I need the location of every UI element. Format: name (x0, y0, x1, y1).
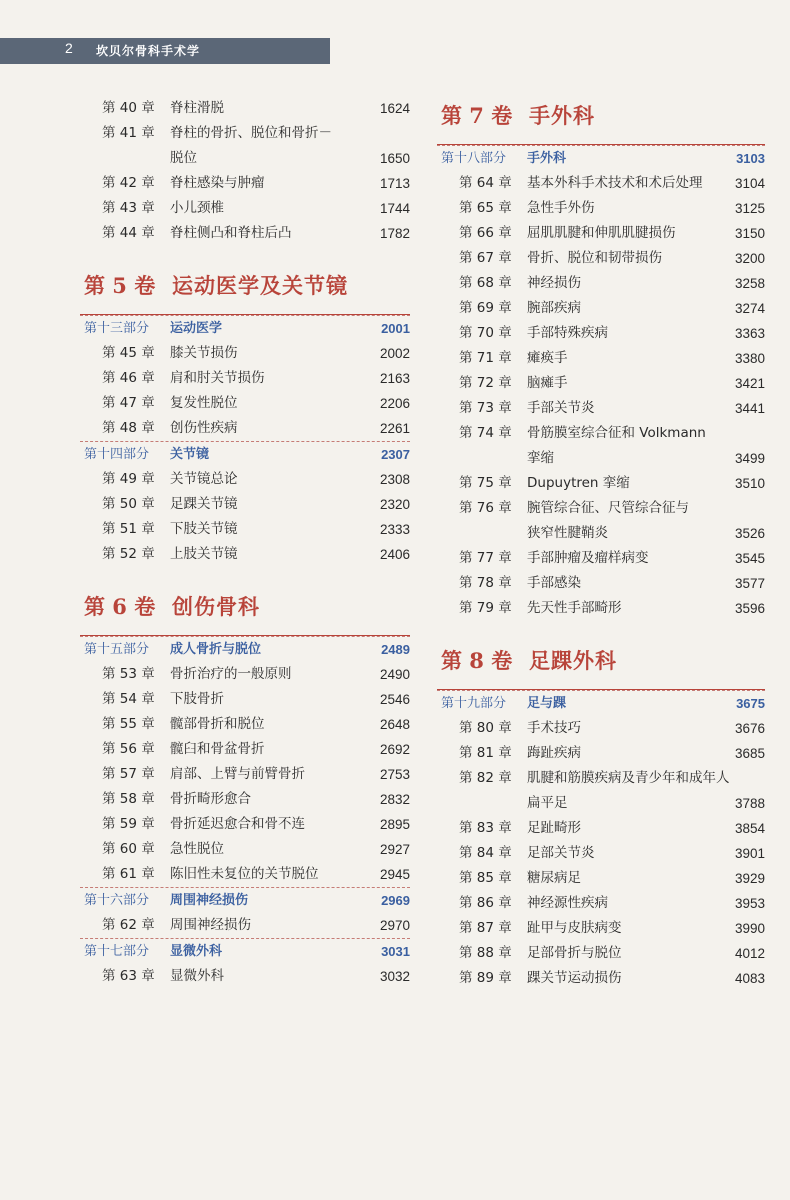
chapter-title-continued: 脱位 (170, 150, 197, 166)
toc-chapter-row[interactable] (80, 96, 410, 121)
chapter-number: 第 45 章 (102, 345, 155, 361)
chapter-page: 2753 (379, 767, 410, 782)
chapter-page: 3441 (734, 401, 765, 416)
toc-chapter-row[interactable] (80, 712, 410, 737)
chapter-page: 3545 (734, 551, 765, 566)
chapter-title: 骨折延迟愈合和骨不连 (170, 816, 305, 832)
chapter-number: 第 50 章 (102, 496, 155, 512)
toc-chapter-row[interactable] (80, 662, 410, 687)
part-title: 周围神经损伤 (170, 893, 249, 908)
toc-chapter-row[interactable] (80, 171, 410, 196)
part-heading-17[interactable] (80, 938, 410, 964)
part-number: 第十九部分 (441, 696, 507, 711)
chapter-page: 1650 (379, 151, 410, 166)
chapter-title: Dupuytren 挛缩 (527, 475, 630, 491)
chapter-number: 第 53 章 (102, 666, 155, 682)
chapter-number: 第 66 章 (459, 225, 512, 241)
part-title: 足与踝 (527, 696, 567, 711)
volume-number: 第 6 卷 (84, 594, 156, 619)
chapter-page: 3901 (734, 846, 765, 861)
chapter-number: 第 85 章 (459, 870, 512, 886)
chapter-title: 骨折、脱位和韧带损伤 (527, 250, 662, 266)
chapter-page: 2895 (379, 817, 410, 832)
chapter-number: 第 55 章 (102, 716, 155, 732)
part-page: 2307 (381, 447, 410, 462)
chapter-number: 第 87 章 (459, 920, 512, 936)
chapter-number: 第 41 章 (102, 125, 155, 141)
chapter-page: 3510 (734, 476, 765, 491)
volume-number: 第 5 卷 (84, 273, 156, 298)
chapter-title: 腕管综合征、尺管综合征与 (527, 500, 689, 516)
toc-chapter-row[interactable] (437, 396, 765, 421)
toc-chapter-row[interactable] (437, 716, 765, 741)
chapter-title: 急性脱位 (170, 841, 224, 857)
chapter-page: 4083 (734, 971, 765, 986)
chapter-page: 3953 (734, 896, 765, 911)
toc-left-column (80, 96, 410, 989)
chapter-number: 第 79 章 (459, 600, 512, 616)
chapter-number: 第 51 章 (102, 521, 155, 537)
toc-chapter-row[interactable] (80, 762, 410, 787)
chapter-number: 第 73 章 (459, 400, 512, 416)
chapter-page: 2320 (379, 497, 410, 512)
chapter-page: 3676 (734, 721, 765, 736)
chapter-title-continued: 扁平足 (527, 795, 568, 811)
toc-chapter-row[interactable] (437, 171, 765, 196)
chapter-page: 2163 (379, 371, 410, 386)
toc-chapter-row[interactable] (80, 913, 410, 938)
chapter-page: 1782 (379, 226, 410, 241)
chapter-title-continued: 挛缩 (527, 450, 554, 466)
chapter-number: 第 52 章 (102, 546, 155, 562)
chapter-title: 手部感染 (527, 575, 581, 591)
chapter-title: 髋臼和骨盆骨折 (170, 741, 265, 757)
chapter-page: 3788 (734, 796, 765, 811)
volume-heading-5 (80, 256, 410, 315)
chapter-page: 4012 (734, 946, 765, 961)
volume-title: 创伤骨科 (172, 594, 260, 619)
chapter-number: 第 89 章 (459, 970, 512, 986)
toc-chapter-row[interactable] (80, 517, 410, 542)
part-number: 第十七部分 (84, 944, 150, 959)
chapter-page: 3499 (734, 451, 765, 466)
chapter-page: 2970 (379, 918, 410, 933)
chapter-number: 第 57 章 (102, 766, 155, 782)
chapter-page: 2648 (379, 717, 410, 732)
chapter-title: 周围神经损伤 (170, 917, 251, 933)
toc-chapter-row[interactable] (80, 196, 410, 221)
chapter-page: 3125 (734, 201, 765, 216)
chapter-number: 第 78 章 (459, 575, 512, 591)
chapter-number: 第 64 章 (459, 175, 512, 191)
chapter-number: 第 86 章 (459, 895, 512, 911)
volume-title: 手外科 (529, 103, 595, 128)
part-number: 第十八部分 (441, 151, 507, 166)
chapter-page: 3526 (734, 526, 765, 541)
toc-chapter-row[interactable] (80, 862, 410, 887)
chapter-number: 第 65 章 (459, 200, 512, 216)
part-number: 第十五部分 (84, 642, 150, 657)
toc-chapter-row[interactable] (437, 296, 765, 321)
chapter-title: 糖尿病足 (527, 870, 581, 886)
chapter-title: 髋部骨折和脱位 (170, 716, 265, 732)
toc-chapter-row[interactable] (437, 221, 765, 246)
chapter-number: 第 71 章 (459, 350, 512, 366)
toc-chapter-row[interactable] (437, 471, 765, 496)
chapter-number: 第 46 章 (102, 370, 155, 386)
chapter-title: 肩部、上臂与前臂骨折 (170, 766, 305, 782)
toc-chapter-row[interactable] (80, 812, 410, 837)
chapter-page: 2832 (379, 792, 410, 807)
chapter-page: 2945 (379, 867, 410, 882)
chapter-title: 基本外科手术技术和术后处理 (527, 175, 703, 191)
chapter-list (437, 171, 765, 621)
chapter-title: 脊柱的骨折、脱位和骨折－ (170, 125, 332, 141)
chapter-page: 3150 (734, 226, 765, 241)
chapter-title: 足踝关节镜 (170, 496, 238, 512)
chapter-list (80, 913, 410, 938)
chapter-number: 第 68 章 (459, 275, 512, 291)
chapter-page: 3854 (734, 821, 765, 836)
chapter-number: 第 60 章 (102, 841, 155, 857)
chapter-title: 肌腱和筋膜疾病及青少年和成年人 (527, 770, 730, 786)
toc-chapter-row[interactable] (437, 766, 765, 816)
part-title: 显微外科 (170, 944, 223, 959)
part-number: 第十四部分 (84, 447, 150, 462)
toc-chapter-row[interactable] (80, 366, 410, 391)
chapter-title: 腕部疾病 (527, 300, 581, 316)
toc-chapter-row[interactable] (437, 741, 765, 766)
chapter-page: 3421 (734, 376, 765, 391)
volume-heading-8 (437, 631, 765, 690)
chapter-number: 第 47 章 (102, 395, 155, 411)
toc-chapter-row[interactable] (437, 421, 765, 471)
chapter-title: 肩和肘关节损伤 (170, 370, 265, 386)
chapter-title: 脊柱感染与肿瘤 (170, 175, 265, 191)
chapter-number: 第 40 章 (102, 100, 155, 116)
toc-chapter-row[interactable] (80, 542, 410, 567)
chapter-title: 先天性手部畸形 (527, 600, 622, 616)
chapter-title: 手部关节炎 (527, 400, 595, 416)
chapter-page: 3032 (379, 969, 410, 984)
toc-chapter-row[interactable] (80, 492, 410, 517)
part-page: 3031 (381, 944, 410, 959)
chapter-page: 2927 (379, 842, 410, 857)
chapter-title: 踇趾疾病 (527, 745, 581, 761)
chapter-title: 脑瘫手 (527, 375, 568, 391)
chapter-page: 2490 (379, 667, 410, 682)
toc-chapter-row[interactable] (437, 321, 765, 346)
volume-number: 第 8 卷 (441, 648, 513, 673)
volume-number: 第 7 卷 (441, 103, 513, 128)
part-page: 2001 (381, 321, 410, 336)
part-page: 3103 (736, 151, 765, 166)
chapter-title: 膝关节损伤 (170, 345, 238, 361)
toc-chapter-row[interactable] (80, 391, 410, 416)
toc-chapter-row[interactable] (437, 496, 765, 546)
chapter-title: 脊柱滑脱 (170, 100, 224, 116)
chapter-number: 第 74 章 (459, 425, 512, 441)
part-page: 2489 (381, 642, 410, 657)
chapter-number: 第 83 章 (459, 820, 512, 836)
part-page: 2969 (381, 893, 410, 908)
chapter-number: 第 58 章 (102, 791, 155, 807)
part-heading-14[interactable] (80, 441, 410, 467)
chapter-number: 第 84 章 (459, 845, 512, 861)
chapter-list (80, 964, 410, 989)
volume-title: 足踝外科 (529, 648, 617, 673)
chapter-page: 3929 (734, 871, 765, 886)
chapter-page: 2002 (379, 346, 410, 361)
toc-chapter-row[interactable] (80, 964, 410, 989)
chapter-number: 第 80 章 (459, 720, 512, 736)
toc-chapter-row[interactable] (80, 341, 410, 366)
part-number: 第十三部分 (84, 321, 150, 336)
toc-chapter-row[interactable] (437, 346, 765, 371)
toc-chapter-row[interactable] (80, 221, 410, 246)
volume-title: 运动医学及关节镜 (172, 273, 348, 298)
part-page: 3675 (736, 696, 765, 711)
chapter-title: 显微外科 (170, 968, 224, 984)
toc-chapter-row[interactable] (80, 467, 410, 492)
chapter-number: 第 56 章 (102, 741, 155, 757)
chapter-title: 足部骨折与脱位 (527, 945, 622, 961)
chapter-page: 3380 (734, 351, 765, 366)
toc-chapter-row[interactable] (437, 371, 765, 396)
chapter-title: 陈旧性未复位的关节脱位 (170, 866, 319, 882)
chapter-page: 1744 (379, 201, 410, 216)
chapter-page: 2333 (379, 522, 410, 537)
chapter-list (80, 96, 410, 246)
chapter-title: 下肢关节镜 (170, 521, 238, 537)
part-title: 运动医学 (170, 321, 223, 336)
chapter-title: 瘫痪手 (527, 350, 568, 366)
chapter-title: 趾甲与皮肤病变 (527, 920, 622, 936)
chapter-number: 第 54 章 (102, 691, 155, 707)
chapter-title: 足趾畸形 (527, 820, 581, 836)
toc-chapter-row[interactable] (437, 816, 765, 841)
toc-chapter-row[interactable] (437, 916, 765, 941)
toc-right-column (437, 86, 765, 991)
chapter-title: 神经源性疾病 (527, 895, 608, 911)
chapter-title: 屈肌肌腱和伸肌肌腱损伤 (527, 225, 676, 241)
chapter-page: 3104 (734, 176, 765, 191)
chapter-page: 2692 (379, 742, 410, 757)
chapter-page: 2546 (379, 692, 410, 707)
part-heading-13[interactable] (80, 315, 410, 341)
chapter-number: 第 49 章 (102, 471, 155, 487)
chapter-number: 第 44 章 (102, 225, 155, 241)
toc-chapter-row[interactable] (437, 271, 765, 296)
chapter-number: 第 76 章 (459, 500, 512, 516)
chapter-page: 2308 (379, 472, 410, 487)
chapter-title: 小儿颈椎 (170, 200, 224, 216)
toc-chapter-row[interactable] (437, 891, 765, 916)
toc-chapter-row[interactable] (80, 121, 410, 171)
chapter-page: 3258 (734, 276, 765, 291)
toc-chapter-row[interactable] (437, 866, 765, 891)
volume-heading-7 (437, 86, 765, 145)
chapter-number: 第 69 章 (459, 300, 512, 316)
chapter-page: 1624 (379, 101, 410, 116)
chapter-page: 3596 (734, 601, 765, 616)
chapter-list (80, 467, 410, 567)
chapter-title: 踝关节运动损伤 (527, 970, 622, 986)
toc-chapter-row[interactable] (80, 837, 410, 862)
chapter-title: 骨筋膜室综合征和 Volkmann (527, 425, 706, 441)
toc-chapter-row[interactable] (437, 246, 765, 271)
part-heading-19[interactable] (437, 690, 765, 716)
chapter-list (437, 716, 765, 991)
chapter-title: 创伤性疾病 (170, 420, 238, 436)
chapter-title: 手术技巧 (527, 720, 581, 736)
chapter-number: 第 70 章 (459, 325, 512, 341)
chapter-title: 急性手外伤 (527, 200, 595, 216)
chapter-title: 上肢关节镜 (170, 546, 238, 562)
chapter-page: 2206 (379, 396, 410, 411)
chapter-number: 第 63 章 (102, 968, 155, 984)
chapter-title-continued: 狭窄性腱鞘炎 (527, 525, 608, 541)
chapter-title: 神经损伤 (527, 275, 581, 291)
chapter-number: 第 43 章 (102, 200, 155, 216)
toc-chapter-row[interactable] (80, 416, 410, 441)
toc-chapter-row[interactable] (80, 687, 410, 712)
toc-chapter-row[interactable] (80, 787, 410, 812)
volume-heading-6 (80, 577, 410, 636)
chapter-page: 3200 (734, 251, 765, 266)
toc-chapter-row[interactable] (437, 546, 765, 571)
chapter-title: 下肢骨折 (170, 691, 224, 707)
book-title: 坎贝尔骨科手术学 (96, 44, 201, 58)
chapter-page: 1713 (379, 176, 410, 191)
chapter-title: 手部特殊疾病 (527, 325, 608, 341)
chapter-number: 第 61 章 (102, 866, 155, 882)
chapter-page: 3990 (734, 921, 765, 936)
part-heading-15[interactable] (80, 636, 410, 662)
toc-chapter-row[interactable] (437, 596, 765, 621)
part-title: 关节镜 (170, 447, 210, 462)
chapter-number: 第 88 章 (459, 945, 512, 961)
chapter-page: 3363 (734, 326, 765, 341)
chapter-page: 3577 (734, 576, 765, 591)
chapter-title: 手部肿瘤及瘤样病变 (527, 550, 649, 566)
part-title: 手外科 (527, 151, 567, 166)
chapter-number: 第 77 章 (459, 550, 512, 566)
chapter-page: 3274 (734, 301, 765, 316)
chapter-number: 第 62 章 (102, 917, 155, 933)
toc-chapter-row[interactable] (437, 966, 765, 991)
part-heading-16[interactable] (80, 887, 410, 913)
chapter-page: 3685 (734, 746, 765, 761)
chapter-title: 骨折畸形愈合 (170, 791, 251, 807)
chapter-number: 第 82 章 (459, 770, 512, 786)
chapter-list (80, 662, 410, 887)
toc-chapter-row[interactable] (437, 571, 765, 596)
chapter-number: 第 81 章 (459, 745, 512, 761)
chapter-page: 2261 (379, 421, 410, 436)
toc-chapter-row[interactable] (437, 196, 765, 221)
chapter-title: 足部关节炎 (527, 845, 595, 861)
toc-chapter-row[interactable] (437, 941, 765, 966)
chapter-title: 骨折治疗的一般原则 (170, 666, 292, 682)
chapter-title: 复发性脱位 (170, 395, 238, 411)
part-number: 第十六部分 (84, 893, 150, 908)
page-number: 2 (65, 40, 73, 56)
part-heading-18[interactable] (437, 145, 765, 171)
chapter-number: 第 75 章 (459, 475, 512, 491)
chapter-number: 第 72 章 (459, 375, 512, 391)
chapter-number: 第 67 章 (459, 250, 512, 266)
toc-chapter-row[interactable] (80, 737, 410, 762)
chapter-page: 2406 (379, 547, 410, 562)
chapter-number: 第 59 章 (102, 816, 155, 832)
toc-chapter-row[interactable] (437, 841, 765, 866)
chapter-title: 关节镜总论 (170, 471, 238, 487)
chapter-list (80, 341, 410, 441)
chapter-number: 第 42 章 (102, 175, 155, 191)
chapter-number: 第 48 章 (102, 420, 155, 436)
chapter-title: 脊柱侧凸和脊柱后凸 (170, 225, 292, 241)
part-title: 成人骨折与脱位 (170, 642, 262, 657)
